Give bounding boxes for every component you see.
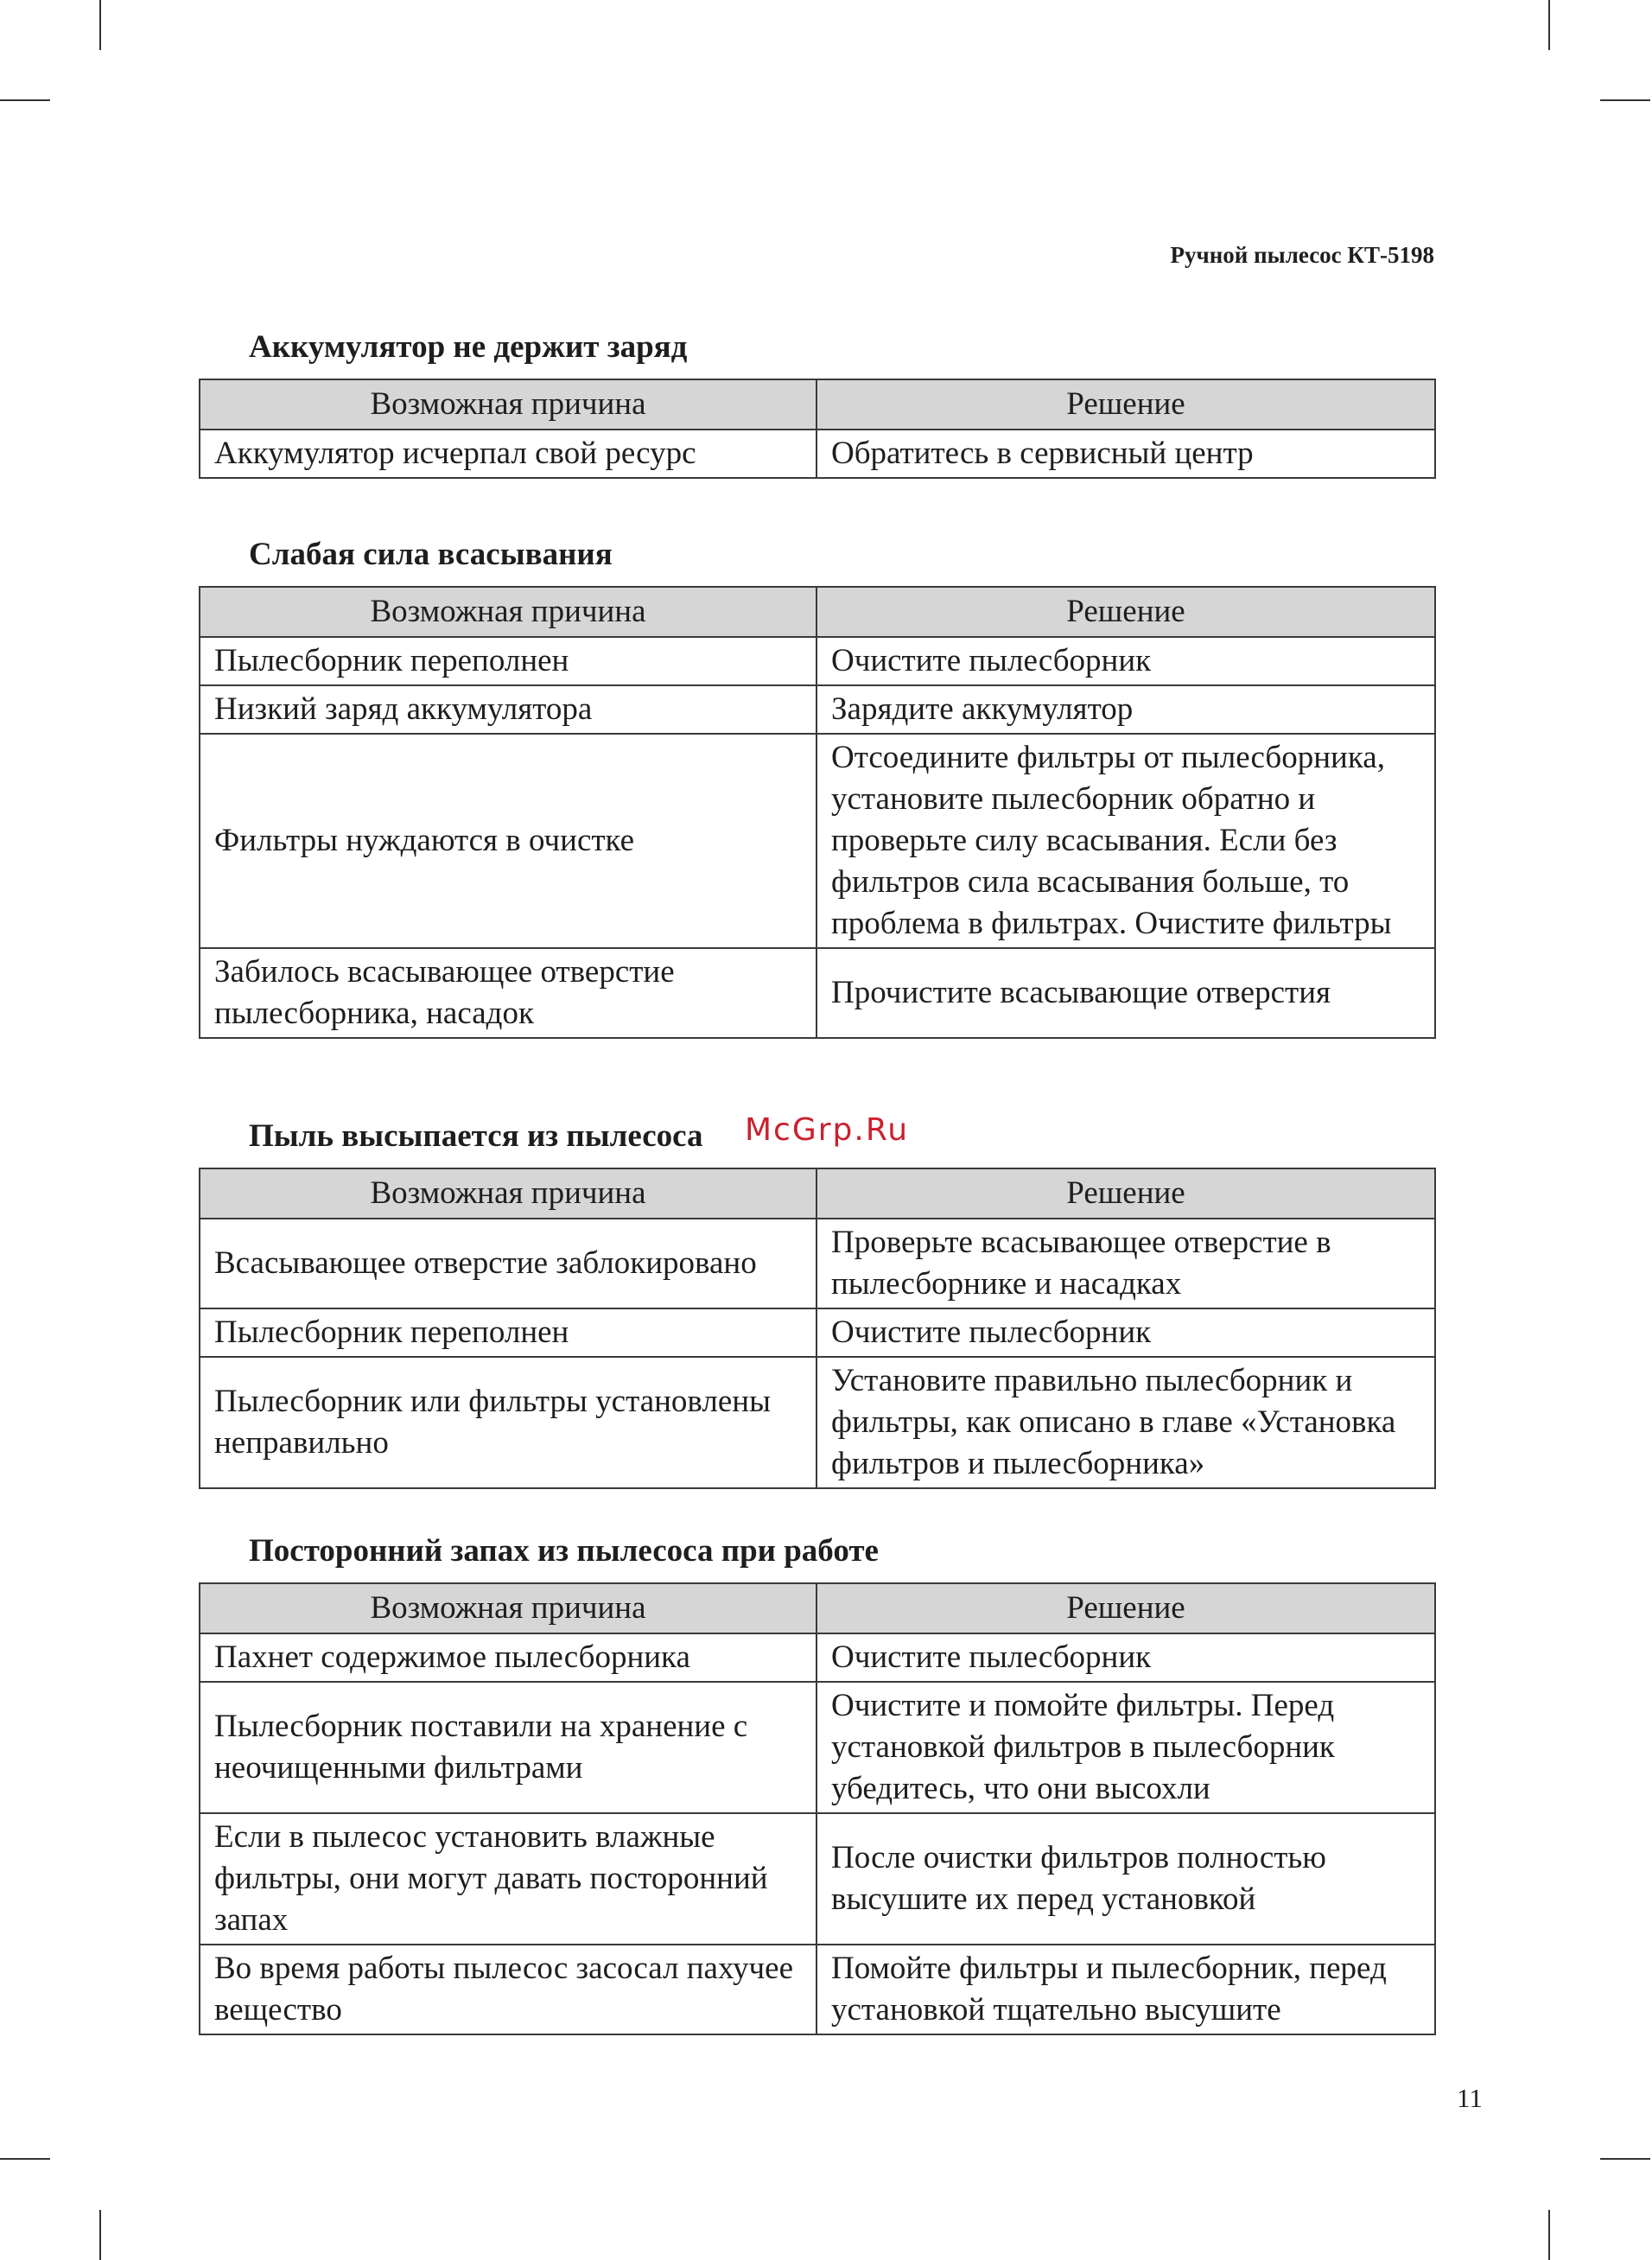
table-header-row	[200, 1168, 1435, 1219]
crop-mark	[0, 99, 50, 101]
table-row	[200, 1308, 1435, 1357]
solution-cell: Очистите пылесборник	[816, 637, 1435, 685]
solution-cell: Установите правильно пылесборник и фильтры, как описано в главе «Установка фильтров и пылесборника»	[816, 1357, 1435, 1488]
table-header-row	[200, 379, 1435, 430]
column-header-solution: Решение	[816, 379, 1435, 430]
table-row	[200, 637, 1435, 685]
solution-cell: После очистки фильтров полностью высушите их перед установкой	[816, 1813, 1435, 1945]
cause-cell: Если в пылесос установить влажные фильтры, они могут давать посторонний запах	[200, 1813, 816, 1945]
section-battery	[199, 330, 1434, 479]
table-header-row	[200, 587, 1435, 637]
watermark: McGrp.Ru	[745, 1112, 910, 1148]
section-title: Слабая сила всасывания	[249, 537, 613, 572]
troubleshooting-table	[199, 1168, 1436, 1489]
troubleshooting-table	[199, 379, 1436, 479]
solution-cell: Прочистите всасывающие отверстия	[816, 948, 1435, 1038]
cause-cell: Пахнет содержимое пылесборника	[200, 1633, 816, 1682]
crop-mark	[99, 0, 101, 50]
table-row	[200, 1219, 1435, 1308]
table-header-row	[200, 1583, 1435, 1633]
crop-mark	[0, 2158, 50, 2160]
table-row	[200, 1633, 1435, 1682]
cause-cell: Забилось всасывающее отверстие пылесборника, насадок	[200, 948, 816, 1038]
crop-mark	[1600, 99, 1650, 101]
table-row	[200, 734, 1435, 948]
cause-cell: Всасывающее отверстие заблокировано	[200, 1219, 816, 1308]
table-row	[200, 685, 1435, 734]
table-row	[200, 430, 1435, 478]
column-header-cause: Возможная причина	[200, 1583, 816, 1633]
troubleshooting-table	[199, 1582, 1436, 2035]
solution-cell: Очистите пылесборник	[816, 1633, 1435, 1682]
cause-cell: Пылесборник переполнен	[200, 637, 816, 685]
cause-cell: Аккумулятор исчерпал свой ресурс	[200, 430, 816, 478]
solution-cell: Отсоедините фильтры от пылесборника, установите пылесборник обратно и проверьте силу всасывания. Если без фильтров сила всасывания больше, то проблема в фильтрах. Очистите фильтры	[816, 734, 1435, 948]
cause-cell: Во время работы пылесос засосал пахучее вещество	[200, 1945, 816, 2034]
column-header-solution: Решение	[816, 1168, 1435, 1219]
section-title: Аккумулятор не держит заряд	[249, 329, 688, 365]
solution-cell: Очистите пылесборник	[816, 1308, 1435, 1357]
solution-cell: Очистите и помойте фильтры. Перед установкой фильтров в пылесборник убедитесь, что они высохли	[816, 1682, 1435, 1813]
solution-cell: Помойте фильтры и пылесборник, перед установкой тщательно высушите	[816, 1945, 1435, 2034]
section-odor	[199, 1534, 1434, 2035]
table-row	[200, 1357, 1435, 1488]
cause-cell: Пылесборник переполнен	[200, 1308, 816, 1357]
crop-mark	[99, 2210, 101, 2260]
table-row	[200, 1682, 1435, 1813]
table-row	[200, 948, 1435, 1038]
section-weak-suction	[199, 538, 1434, 1039]
page-number: 11	[1457, 2083, 1483, 2113]
troubleshooting-table	[199, 586, 1436, 1039]
section-title: Посторонний запах из пылесоса при работе	[249, 1533, 879, 1569]
solution-cell: Обратитесь в сервисный центр	[816, 430, 1435, 478]
column-header-cause: Возможная причина	[200, 1168, 816, 1219]
section-title: Пыль высыпается из пылесоса	[249, 1118, 703, 1154]
table-row	[200, 1813, 1435, 1945]
cause-cell: Пылесборник поставили на хранение с неочищенными фильтрами	[200, 1682, 816, 1813]
cause-cell: Низкий заряд аккумулятора	[200, 685, 816, 734]
crop-mark	[1548, 0, 1550, 50]
section-dust-spills	[199, 1119, 1434, 1489]
table-row	[200, 1945, 1435, 2034]
cause-cell: Фильтры нуждаются в очистке	[200, 734, 816, 948]
cause-cell: Пылесборник или фильтры установлены неправильно	[200, 1357, 816, 1488]
solution-cell: Проверьте всасывающее отверстие в пылесборнике и насадках	[816, 1219, 1435, 1308]
solution-cell: Зарядите аккумулятор	[816, 685, 1435, 734]
column-header-solution: Решение	[816, 1583, 1435, 1633]
column-header-solution: Решение	[816, 587, 1435, 637]
crop-mark	[1600, 2158, 1650, 2160]
running-title: Ручной пылесос КТ-5198	[1170, 242, 1434, 268]
column-header-cause: Возможная причина	[200, 379, 816, 430]
crop-mark	[1548, 2210, 1550, 2260]
column-header-cause: Возможная причина	[200, 587, 816, 637]
